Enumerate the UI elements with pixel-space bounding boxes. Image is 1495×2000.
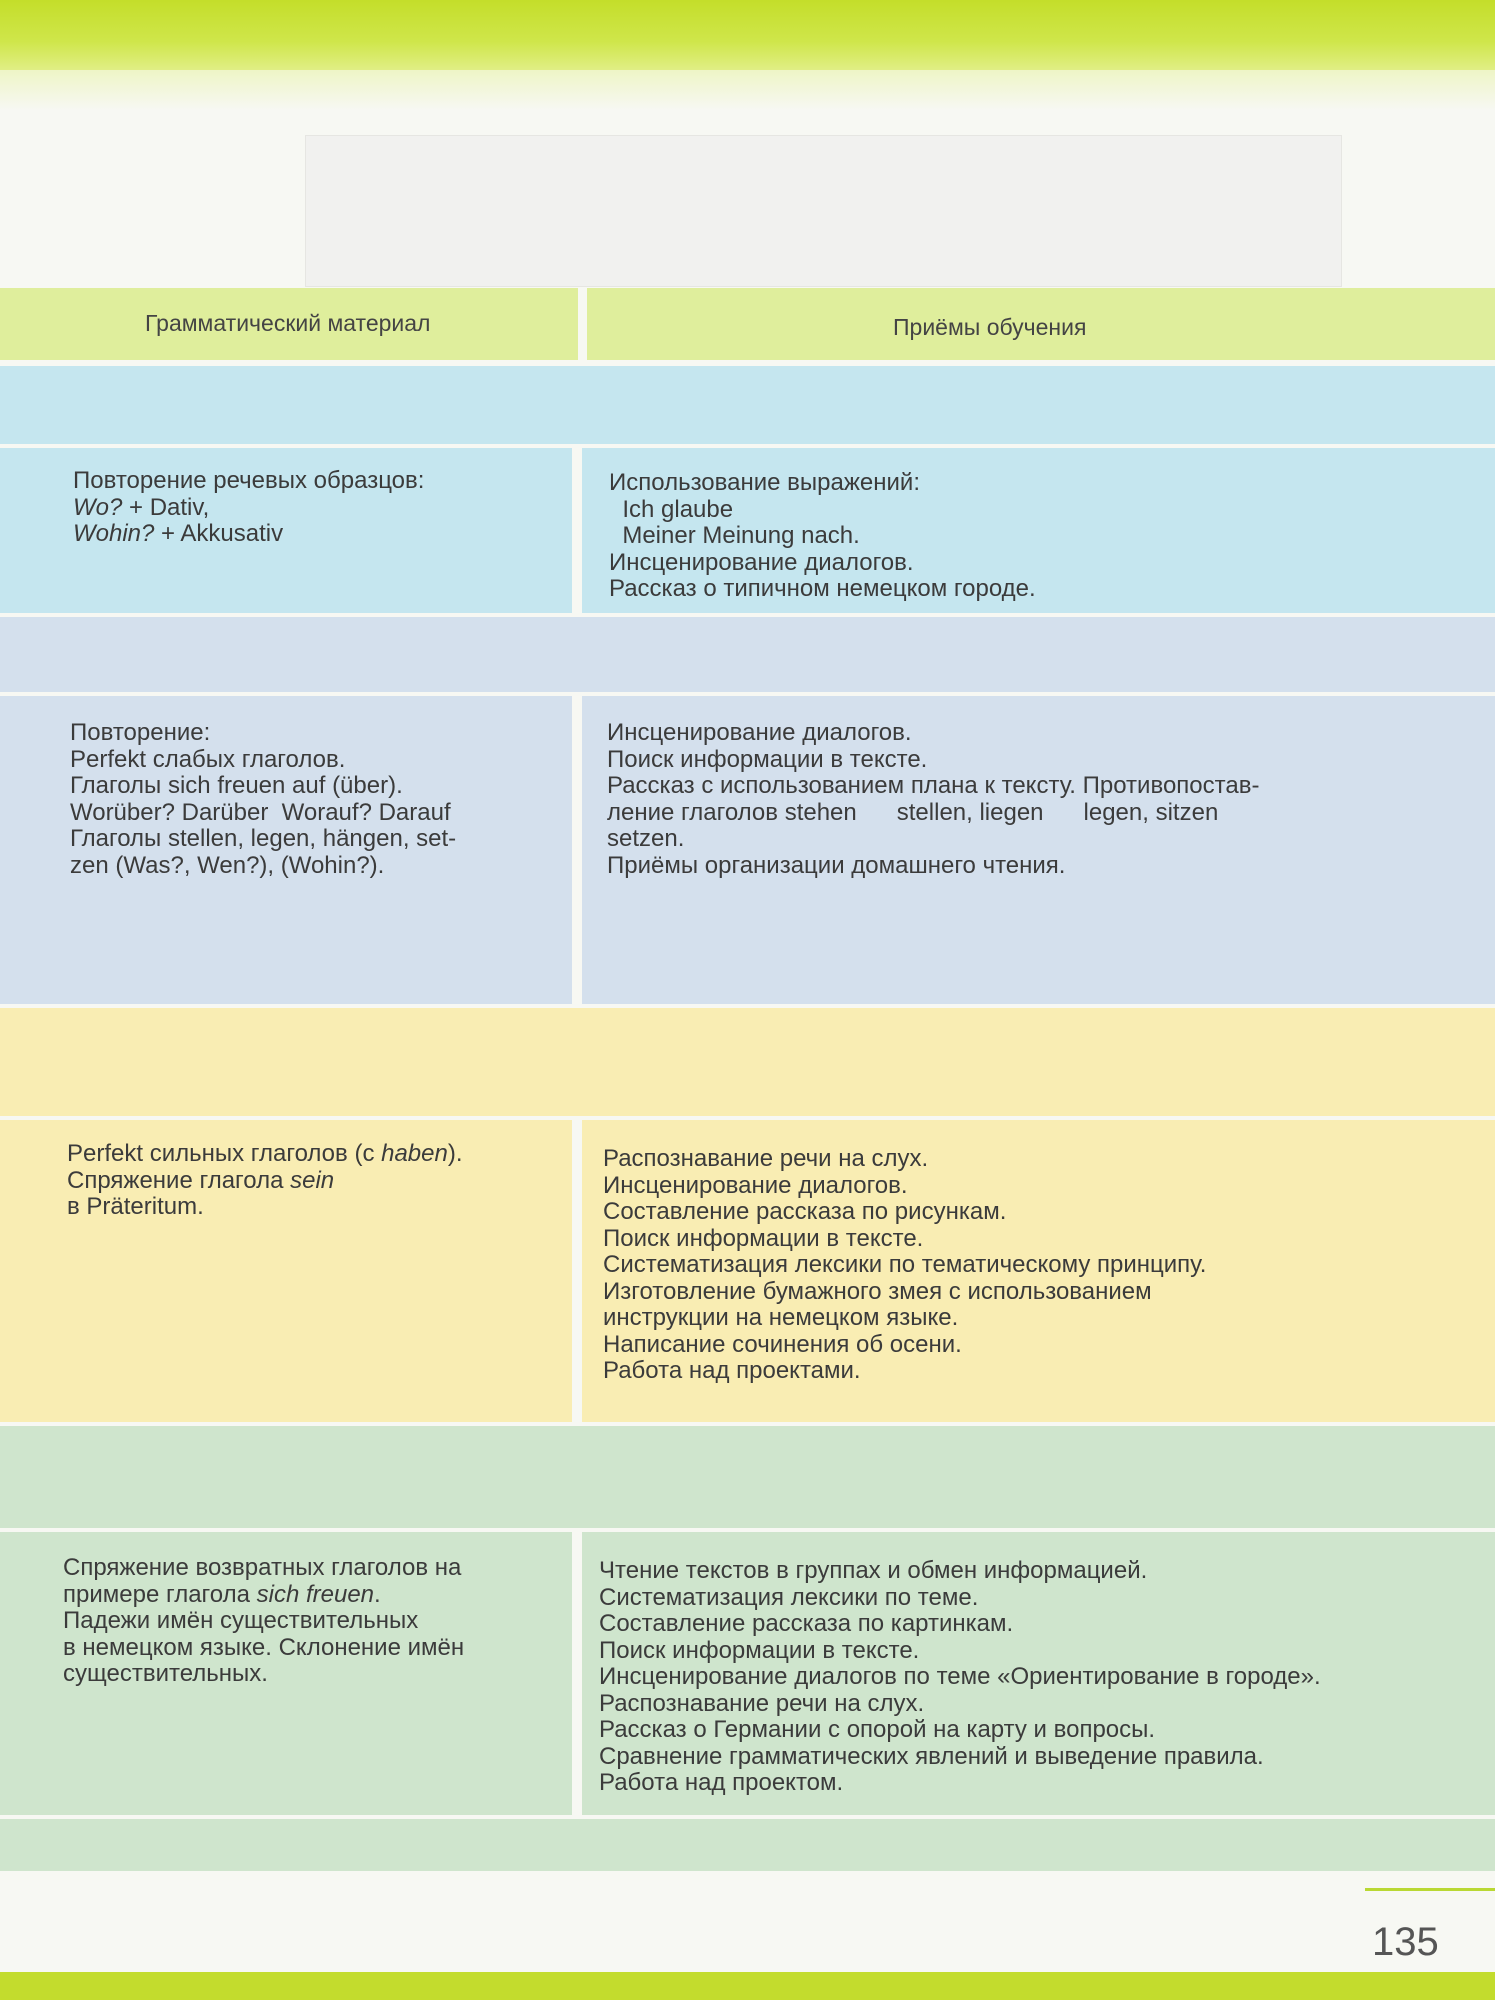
grammar-3-line-3: в Präteritum. <box>67 1193 204 1220</box>
grammar-3-line-2-italic: sein <box>290 1166 335 1194</box>
methods-3-line: Систематизация лексики по тематическому принципу. <box>603 1251 1207 1278</box>
grammar-cell-4 <box>0 1532 572 1815</box>
methods-4-line: Работа над проектом. <box>599 1769 844 1796</box>
methods-text-3 <box>603 1146 1206 1385</box>
section-band-4 <box>0 1426 1495 1528</box>
methods-3-line: инструкции на немецком языке. <box>603 1304 959 1331</box>
top-decorative-band <box>0 0 1495 75</box>
section-band-1 <box>0 366 1495 444</box>
methods-4-line: Систематизация лексики по теме. <box>599 1583 979 1611</box>
methods-cell-4 <box>582 1532 1495 1815</box>
methods-1-line: Рассказ о типичном немецком городе. <box>609 575 1036 602</box>
faded-background-figure <box>305 135 1342 287</box>
methods-4-line: Инсценирование диалогов по теме «Ориентирование в городе». <box>599 1663 1321 1690</box>
grammar-4-line-4: в немецком языке. Склонение имён <box>63 1633 465 1661</box>
methods-2-line: Поиск информации в тексте. <box>607 745 928 773</box>
grammar-3-line-1: Perfekt сильных глаголов (с <box>67 1140 382 1167</box>
header-cell-methods <box>587 288 1495 360</box>
methods-1-line: Использование выражений: <box>609 469 920 496</box>
grammar-cell-3 <box>0 1120 572 1422</box>
grammar-1-line-3: + Akkusativ <box>154 520 284 547</box>
grammar-2-line: zen (Was?, Wen?), (Wohin?). <box>70 851 385 879</box>
methods-2-line: Инсценирование диалогов. <box>607 719 912 746</box>
grammar-3-line-2: Спряжение глагола <box>67 1166 291 1194</box>
grammar-text-4 <box>63 1555 464 1688</box>
header-cell-grammar <box>0 288 578 360</box>
methods-2-line: setzen. <box>607 825 685 852</box>
methods-text-2 <box>607 720 1259 879</box>
methods-text-4 <box>599 1558 1321 1797</box>
methods-3-line: Составление рассказа по рисункам. <box>603 1198 1007 1225</box>
methods-1-line: Инсценирование диалогов. <box>609 548 914 576</box>
grammar-4-line-2-italic: sich freuen <box>256 1580 375 1608</box>
methods-4-line: Составление рассказа по картинкам. <box>599 1610 1014 1637</box>
header-grammar-label: Грамматический материал <box>145 310 431 336</box>
grammar-2-line: Perfekt слабых глаголов. <box>70 745 346 773</box>
bottom-decorative-band <box>0 1972 1495 2000</box>
methods-3-line: Поиск информации в тексте. <box>603 1224 924 1252</box>
grammar-2-line: Глаголы stellen, legen, hängen, set- <box>70 825 457 852</box>
page-number-rule <box>1365 1888 1495 1891</box>
grammar-cell-1 <box>0 448 572 613</box>
grammar-3-line-1-italic: haben <box>381 1140 448 1167</box>
section-band-5 <box>0 1819 1495 1871</box>
grammar-4-line-1: Спряжение возвратных глаголов на <box>63 1554 462 1581</box>
grammar-text-1 <box>73 468 424 548</box>
grammar-text-3 <box>67 1141 463 1221</box>
methods-1-line: Meiner Meinung nach. <box>609 522 860 549</box>
grammar-cell-2 <box>0 696 572 1004</box>
methods-2-line: Рассказ с использованием плана к тексту. Противопостав- <box>607 772 1260 799</box>
methods-3-line: Распознавание речи на слух. <box>603 1145 929 1172</box>
methods-2-line: Приёмы организации домашнего чтения. <box>607 851 1066 879</box>
header-methods-label: Приёмы обучения <box>893 314 1087 340</box>
methods-cell-1 <box>582 448 1495 613</box>
grammar-3-line-1-end: ). <box>447 1140 463 1167</box>
methods-cell-3 <box>582 1120 1495 1422</box>
grammar-2-line: Повторение: <box>70 719 211 746</box>
table-row-4 <box>0 1532 1495 1815</box>
methods-4-line: Поиск информации в тексте. <box>599 1636 920 1664</box>
grammar-1-line-3-italic: Wohin? <box>73 520 155 547</box>
methods-2-line: ление глаголов stehen stellen, liegen legen, sitzen <box>607 798 1219 826</box>
methods-1-line: Ich glaube <box>609 495 734 523</box>
methods-4-line: Сравнение грамматических явлений и выведение правила. <box>599 1742 1264 1770</box>
grammar-text-2 <box>70 720 456 879</box>
grammar-1-line-2-italic: Wo? <box>73 493 123 521</box>
table-row-1 <box>0 448 1495 613</box>
grammar-4-line-5: существительных. <box>63 1660 268 1687</box>
section-band-2 <box>0 617 1495 692</box>
methods-3-line: Инсценирование диалогов. <box>603 1171 908 1199</box>
grammar-2-line: Worüber? Darüber Worauf? Darauf <box>70 798 451 826</box>
methods-cell-2 <box>582 696 1495 1004</box>
methods-4-line: Распознавание речи на слух. <box>599 1689 925 1717</box>
grammar-4-line-2: примере глагола <box>63 1580 257 1608</box>
methods-3-line: Написание сочинения об осени. <box>603 1330 962 1358</box>
methods-3-line: Работа над проектами. <box>603 1357 861 1384</box>
grammar-2-line: Глаголы sich freuen auf (über). <box>70 772 403 799</box>
page-number: 135 <box>1372 1920 1439 1964</box>
top-band-fade <box>0 70 1495 110</box>
grammar-1-line-1: Повторение речевых образцов: <box>73 467 425 494</box>
methods-3-line: Изготовление бумажного змея с использованием <box>603 1277 1152 1305</box>
grammar-1-line-2: + Dativ, <box>122 493 210 521</box>
grammar-4-line-3: Падежи имён существительных <box>63 1607 419 1634</box>
methods-4-line: Чтение текстов в группах и обмен информацией. <box>599 1557 1148 1584</box>
grammar-4-line-2-end: . <box>374 1580 381 1608</box>
methods-4-line: Рассказ о Германии с опорой на карту и вопросы. <box>599 1716 1156 1743</box>
table-row-2 <box>0 696 1495 1004</box>
section-band-3 <box>0 1008 1495 1116</box>
methods-text-1 <box>609 470 1036 603</box>
table-header-row <box>0 288 1495 360</box>
table-row-3 <box>0 1120 1495 1422</box>
